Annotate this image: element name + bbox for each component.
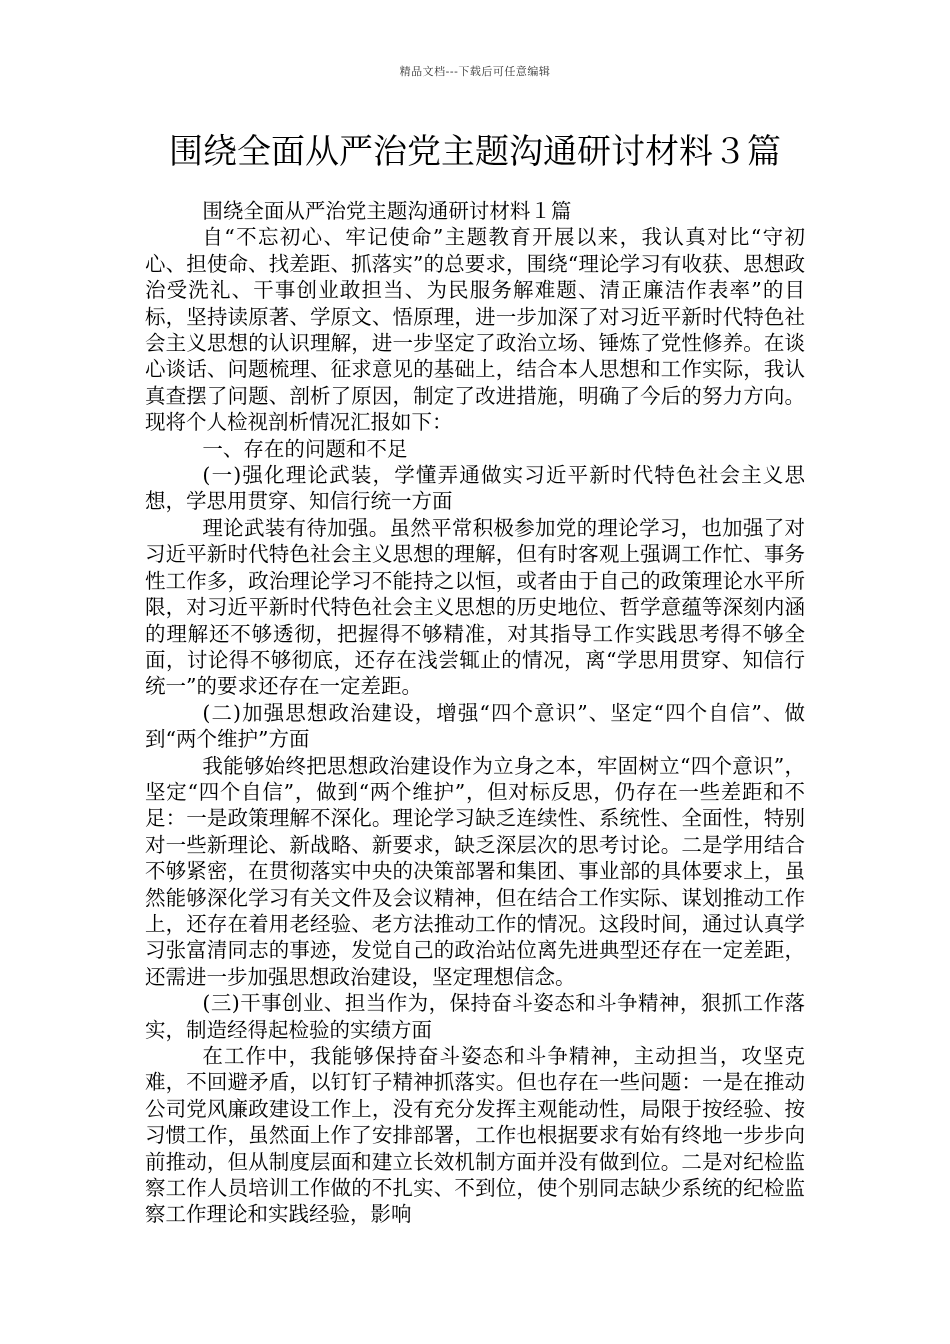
document-body xyxy=(145,198,805,1228)
subsection-heading: (三)干事创业、担当作为，保持奋斗姿态和斗争精神，狠抓工作落实，制造经得起检验的实绩方面 xyxy=(145,991,805,1042)
document-title: 围绕全面从严治党主题沟通研讨材料３篇 xyxy=(169,132,781,172)
body-paragraph: 在工作中，我能够保持奋斗姿态和斗争精神，主动担当，攻坚克难，不回避矛盾，以钉钉子精神抓落实。但也存在一些问题：一是在推动公司党风廉政建设工作上，没有充分发挥主观能动性，局限于按经验、按习惯工作，虽然面上作了安排部署，工作也根据要求有始有终地一步步向前推动，但从制度层面和建立长效机制方面并没有做到位。二是对纪检监察工作人员培训工作做的不扎实、不到位，使个别同志缺少系统的纪检监察工作理论和实践经验，影响 xyxy=(145,1044,805,1227)
subsection-heading: (一)强化理论武装，学懂弄通做实习近平新时代特色社会主义思想，学思用贯穿、知信行统一方面 xyxy=(145,463,805,514)
body-paragraph: 我能够始终把思想政治建设作为立身之本，牢固树立“四个意识”，坚定“四个自信”，做到“两个维护”，但对标反思，仍存在一些差距和不足：一是政策理解不深化。理论学习缺乏连续性、系统性、全面性，特别对一些新理论、新战略、新要求，缺乏深层次的思考讨论。二是学用结合不够紧密，在贯彻落实中央的决策部署和集团、事业部的具体要求上，虽然能够深化学习有关文件及会议精神，但在结合工作实际、谋划推动工作上，还存在着用老经验、老方法推动工作的情况。这段时间，通过认真学习张富清同志的事迹，发觉自己的政治站位离先进典型还存在一定差距，还需进一步加强思想政治建设，坚定理想信念。 xyxy=(145,753,805,989)
subsection-heading: (二)加强思想政治建设，增强“四个意识”、坚定“四个自信”、做到“两个维护”方面 xyxy=(145,700,805,752)
page-header-note: 精品文档---下载后可任意编辑 xyxy=(399,65,551,78)
subtitle-paragraph: 围绕全面从严治党主题沟通研讨材料１篇 xyxy=(202,199,572,223)
body-paragraph: 自“不忘初心、牢记使命”主题教育开展以来，我认真对比“守初心、担使命、找差距、抓落实”的总要求，围绕“理论学习有收获、思想政治受洗礼、干事创业敢担当、为民服务解难题、清正廉洁作表率”的目标，坚持读原著、学原文、悟原理，进一步加深了对习近平新时代特色社会主义思想的认识理解，进一步坚定了政治立场、锤炼了党性修养。在谈心谈话、问题梳理、征求意见的基础上，结合本人思想和工作实际，我认真查摆了问题、剖析了原因，制定了改进措施，明确了今后的努力方向。现将个人检视剖析情况汇报如下： xyxy=(145,225,805,435)
section-heading: 一、存在的问题和不足 xyxy=(202,436,408,461)
body-paragraph: 理论武装有待加强。虽然平常积极参加党的理论学习，也加强了对习近平新时代特色社会主义思想的理解，但有时客观上强调工作忙、事务性工作多，政治理论学习不能持之以恒，或者由于自己的政策理论水平所限，对习近平新时代特色社会主义思想的历史地位、哲学意蕴等深刻内涵的理解还不够透彻，把握得不够精准，对其指导工作实践思考得不够全面，讨论得不够彻底，还存在浅尝辄止的情况，离“学思用贯穿、知信行统一”的要求还存在一定差距。 xyxy=(145,515,805,699)
